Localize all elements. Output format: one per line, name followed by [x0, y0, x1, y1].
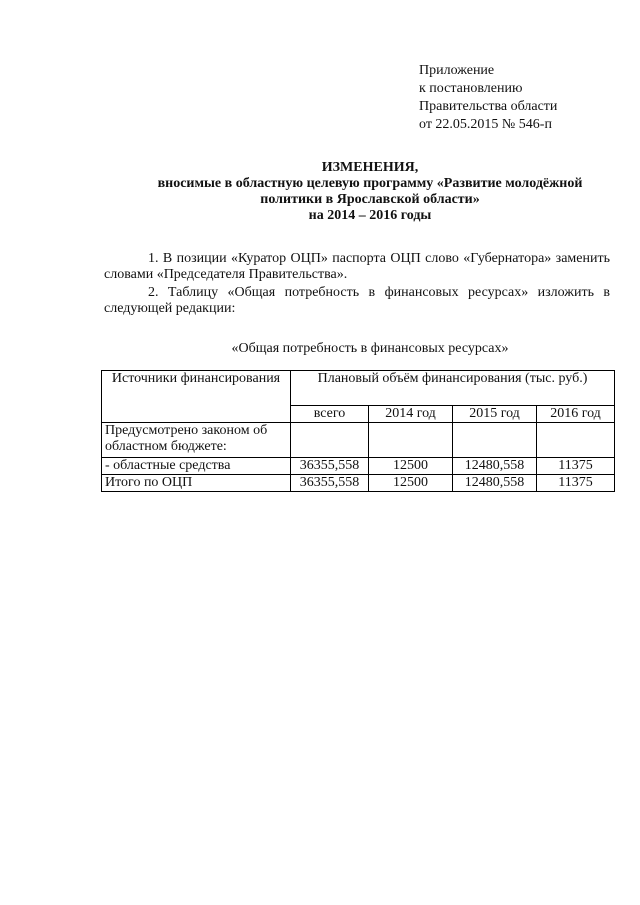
cell-2014 [369, 423, 453, 458]
cell-2015 [453, 423, 537, 458]
table-row [102, 475, 615, 492]
appendix-line: к постановлению [419, 81, 523, 96]
header-2015: 2015 год [453, 406, 537, 423]
appendix-date-number: от 22.05.2015 № 546-п [419, 117, 552, 132]
table-header-row [102, 371, 615, 406]
title-line: политики в Ярославской области» [260, 192, 480, 207]
cell-2016 [537, 423, 615, 458]
header-sources: Источники финансирования [102, 371, 291, 423]
cell-2014: 12500 [369, 475, 453, 492]
table-caption: «Общая потребность в финансовых ресурсах» [231, 341, 509, 356]
cell-source: Предусмотрено законом об областном бюджете: [102, 423, 291, 458]
cell-total [291, 423, 369, 458]
title-heading: ИЗМЕНЕНИЯ, [321, 160, 419, 175]
appendix-line: Приложение [419, 63, 495, 78]
cell-total: 36355,558 [291, 475, 369, 492]
cell-2015: 12480,558 [453, 475, 537, 492]
title-line: на 2014 – 2016 годы [308, 208, 432, 223]
title-line: вносимые в областную целевую программу «Развитие молодёжной [157, 176, 583, 191]
header-planned: Плановый объём финансирования (тыс. руб.) [291, 371, 615, 406]
cell-source: - областные средства [102, 458, 291, 475]
cell-2015: 12480,558 [453, 458, 537, 475]
financing-table [101, 370, 615, 492]
table-row [102, 458, 615, 475]
header-2014: 2014 год [369, 406, 453, 423]
header-total: всего [291, 406, 369, 423]
cell-source: Итого по ОЦП [102, 475, 291, 492]
table-row [102, 423, 615, 458]
header-2016: 2016 год [537, 406, 615, 423]
cell-2016: 11375 [537, 458, 615, 475]
cell-2016: 11375 [537, 475, 615, 492]
document-title [100, 160, 640, 224]
appendix-block [419, 62, 557, 134]
cell-total: 36355,558 [291, 458, 369, 475]
cell-2014: 12500 [369, 458, 453, 475]
paragraph-2: 2. Таблицу «Общая потребность в финансовых ресурсах» изложить в следующей редакции: [104, 285, 610, 316]
paragraph-1: 1. В позиции «Куратор ОЦП» паспорта ОЦП слово «Губернатора» заменить словами «Председателя Правительства». [104, 251, 610, 282]
appendix-line: Правительства области [419, 99, 558, 114]
document-body [104, 251, 610, 317]
